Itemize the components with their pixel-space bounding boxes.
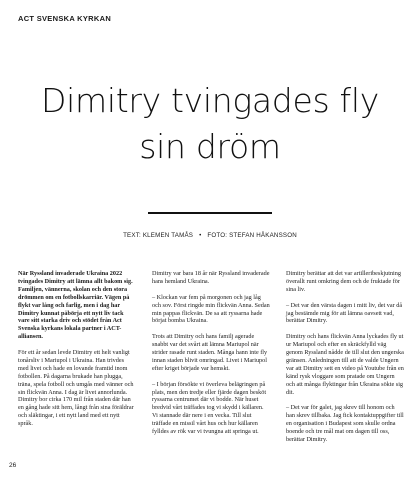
body-paragraph: – I början försökte vi överleva belägringen på plats, men den tredje eller fjärde dagen besköt ryssarna centrumet där vi bodde. När huset bredvid vårt träffades tog vi skydd i källaren. Vi stannade där nere i en vecka. Till slut träffade en missil vårt hus och hur källaren fylldes av rök var vi tvungna att springa ut. — [152, 380, 267, 436]
body-paragraph: Dimitry och hans flickvän Anna lyckades fly ut ur Mariupol och efter en skräckfylld väg genom Ryssland nådde de till slut den ungerska gränsen. Anledningen till att de valde Ungern var att Dimitry sett en video på Youtube från en känd rysk vloggare som pratade om Ungern och att många flyktingar från Ukraina sökte sig dit. — [286, 333, 404, 396]
body-paragraph: – Det var för galet, jag skrev till honom och han skrev tillbaka. Jag fick kontaktuppgifter till en organisation i Budapest som skulle ordna boende och tre mål mat om dagen till oss, berättar Dimitry. — [286, 404, 404, 443]
text-credit: TEXT: KLEMEN TAMÅS — [123, 232, 194, 239]
photo-credit: FOTO: STEFAN HÅKANSSON — [207, 232, 297, 239]
article-column-1 — [18, 270, 136, 436]
headline-line-1: Dimitry tvingades fly — [41, 81, 379, 120]
body-paragraph: Dimitry var bara 18 år när Ryssland invaderade hans hemland Ukraina. — [152, 270, 270, 285]
body-paragraph: Trots att Dimitry och hans familj agerade snabbt var det svårt att lämna Mariupol när strider rasade runt staden. Många hann inte fly innan staden blivit omringad. Livet i Mariupol efter kriget började var hemskt. — [152, 333, 268, 372]
body-paragraph: – Det var den värsta dagen i mitt liv, det var då jag bestämde mig för att lämna oavsett vad, berättar Dimitry. — [286, 301, 403, 325]
section-label: ACT SVENSKA KYRKAN — [18, 14, 112, 23]
lead-paragraph: När Ryssland invaderade Ukraina 2022 tvingades Dimitry att lämna allt bakom sig. Familjen, vännerna, skolan och den stora drömmen om en fotbollskarriär. Vägen på flykt var lång och farlig, men i dag har Dimitry kunnat påbörja ett nytt liv tack vare sitt starka driv och stödet från Act Svenska kyrkans lokala partner i ACT-alliansen. — [18, 270, 133, 341]
headline-line-2: sin dröm — [139, 127, 281, 166]
body-paragraph: – Klockan var fem på morgonen och jag låg och sov. Först ringde min flickvän Anna. Sedan min pappas flickvän. De sa att ryssarna hade börjat bomba Ukraina. — [152, 293, 270, 325]
article-column-2 — [152, 270, 270, 444]
body-paragraph: Dimitry berättar att det var artilleribeskjutning överallt runt omkring dem och de fruktade för sina liv. — [286, 270, 401, 293]
headline — [0, 78, 420, 170]
page-number: 26 — [9, 462, 17, 469]
byline — [0, 232, 420, 239]
byline-separator: • — [199, 232, 202, 239]
body-paragraph: För ett år sedan levde Dimitry ett helt vanligt tonårsliv i Mariupol i Ukraina. Han trivdes med livet och hade en lovande framtid inom fotbollen. På dagarna brukade han plugga, träna, spela fotboll och umgås med vänner och sin flickvän Anna. I dag är livet annorlunda. Dimitry bor cirka 170 mil från staden där han en gång hade sitt hem, långt från sina föräldrar och släktingar, i ett nytt land med ett nytt språk. — [18, 349, 134, 428]
article-column-3 — [286, 270, 404, 452]
headline-divider — [148, 212, 272, 214]
